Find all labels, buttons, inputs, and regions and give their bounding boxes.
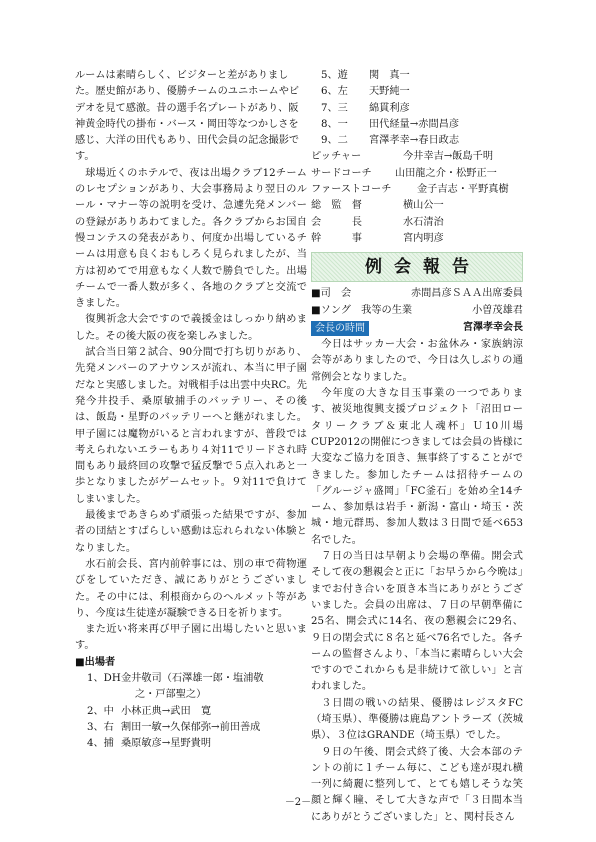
player-list-continued bbox=[311, 68, 523, 149]
staff-name: 今井幸吉→飯島千明 bbox=[403, 151, 494, 163]
player-row bbox=[311, 68, 523, 84]
right-column bbox=[311, 68, 523, 826]
paragraph: 最後まであきらめず頑張った結果ですが、参加者の団結とすばらしい感動は忘れられない体験となりました。 bbox=[75, 510, 307, 554]
players-heading: ■出場者 bbox=[75, 656, 116, 668]
paragraph: 試合当日第２試合、90分間で打ち切りがあり、先発メンバーのアナウンスが流れ、本当に甲子園だなと実感しました。対戦相手は出雲中央RC。先発今井投手、桑原敏捕手のバッテリー、その後は、飯島・星野のバッテリーへと継がれました。甲子園には魔物がいると言われますが、普段では考えられないエラーもあり４対11でリードされ時間もあり最終回の攻撃で猛反撃で５点入れあと一歩となりましたがゲームセット。９対11で負けてしまいました。 bbox=[75, 347, 307, 505]
paragraph: 復興祈念大会ですので義援金はしっかり納めました。その後大阪の夜を楽しみました。 bbox=[75, 314, 307, 342]
section-speaker: 宮澤孝幸会長 bbox=[463, 321, 523, 333]
meeting-report-banner bbox=[311, 252, 523, 282]
staff-role: サードコーチ bbox=[311, 167, 372, 179]
staff-list bbox=[311, 149, 523, 247]
player-position: 2、中 bbox=[87, 705, 114, 717]
staff-name: 水石清治 bbox=[403, 216, 444, 228]
page-number: －2－ bbox=[284, 797, 312, 808]
staff-role: 会 長 bbox=[311, 216, 362, 228]
banner-title: 例会報告 bbox=[365, 257, 481, 278]
paragraph: ルームは素晴らしく、ビジターと差がありました。歴史館があり、優勝チームのユニホームやビデオを見て感激。昔の選手名プレートがあり、阪神黄金時代の掛布・バース・岡田等なつかしさを感じ、大洋の田代もあり、田代会員の記念撮影です。 bbox=[75, 70, 300, 163]
song-label: ■ソング 我等の生業 bbox=[311, 304, 413, 316]
player-row-continued bbox=[75, 687, 307, 703]
player-names: 宮澤孝幸→春日政志 bbox=[369, 135, 460, 147]
paragraph: 水石前会長、宮内前幹事には、別の車で荷物運びをしていただき、誠にありがとうございました。その中には、利根商からのヘルメット等があり、今度は生徒達が凝験できる日を祈ります。 bbox=[75, 558, 307, 619]
staff-name: 金子吉志・平野真樹 bbox=[417, 184, 509, 196]
player-position: 7、三 bbox=[321, 102, 348, 114]
player-names: 金井敬司（石澤雄一郎・塩浦敬 bbox=[121, 672, 264, 684]
staff-name: 宮内明彦 bbox=[403, 232, 444, 244]
player-row bbox=[311, 133, 523, 149]
player-position: 1、DH bbox=[87, 672, 121, 684]
staff-name: 横山公一 bbox=[403, 200, 444, 212]
staff-row bbox=[311, 166, 523, 182]
player-row bbox=[75, 720, 307, 736]
player-row bbox=[311, 84, 523, 100]
player-position: 5、遊 bbox=[321, 70, 348, 81]
staff-role: ピッチャー bbox=[311, 151, 362, 163]
player-position: 8、一 bbox=[321, 118, 348, 130]
chair-name: 赤間昌彦ＳＡＡ出席委員 bbox=[410, 288, 523, 300]
paragraph: 今日はサッカー大会・お盆休み・家族納涼会等がありましたので、今日は久しぶりの通常例会となりました。 bbox=[311, 339, 523, 383]
left-column bbox=[75, 68, 307, 752]
player-list bbox=[75, 671, 307, 752]
paragraph: ７日の当日は早朝より会場の準備。開会式そして夜の懇親会と正に「お早うから今晩は」までお付き合いを頂き本当にありがとうございました。会員の出席は、７日の早朝準備に25名、開会式に14名、夜の懇親会に29名、９日の閉会式に８名と延べ76名でした。各チームの監督さんより、「本当に素晴らしい大会ですのでこれからも是非続けて欲しい」と言われました。 bbox=[311, 551, 523, 693]
paragraph: 球場近くのホテルで、夜は出場クラブ12チームのレセプションがあり、大会事務局より翌日のルール・マナー等の説明を受け、急遽先発メンバーの登録がありあわてました。各クラブからお国自慢コンテスの発表があり、何度か出場しているチームは用意も良くおもしろく見られましたが、当方は初めてで用意もなく人数で勝負でした。出場チームで一番人数が多く、各地のクラブと交流できました。 bbox=[75, 167, 307, 310]
staff-role: 幹 事 bbox=[311, 232, 362, 244]
staff-role: ファーストコーチ bbox=[311, 184, 392, 196]
section-tag: 会長の時間 bbox=[311, 321, 369, 336]
staff-row bbox=[311, 182, 523, 198]
player-names: 割田一敏→久保郁弥→前田善成 bbox=[121, 721, 261, 733]
player-row bbox=[75, 671, 307, 687]
player-position: 4、捕 bbox=[87, 738, 114, 750]
staff-row bbox=[311, 231, 523, 247]
player-row bbox=[311, 101, 523, 117]
staff-row bbox=[311, 198, 523, 214]
paragraph: また近い将来再び甲子園に出場したいと思います。 bbox=[75, 624, 307, 652]
player-position: 3、右 bbox=[87, 721, 114, 733]
player-names: 関 真一 bbox=[369, 70, 410, 81]
player-row bbox=[311, 117, 523, 133]
player-names: 之・戸部聖之） bbox=[135, 689, 207, 701]
paragraph: ３日間の戦いの結果、優勝はレジスタFC（埼玉県）、準優勝は鹿島アントラーズ（茨城県）、３位はGRANDE（埼玉県）でした。 bbox=[311, 697, 523, 742]
player-names: 田代経量→赤間昌彦 bbox=[369, 118, 460, 130]
paragraph: 今年度の大きな目玉事業の一つであります、被災地復興支援プロジェクト「沼田ロータリークラブ＆東北人魂杯」Ｕ10川場CUP2012の開催につきましては会員の皆様に大変なご協力を頂き、無事終了することができました。参加したチームは招待チームの「グルージャ盛岡」「FC釜石」を始め全14チーム、参加県は岩手・新潟・富山・埼玉・茨城・地元群馬、参加人数は３日間で延べ653名でした。 bbox=[311, 388, 523, 546]
chair-row bbox=[311, 286, 523, 302]
player-row bbox=[75, 704, 307, 720]
staff-row bbox=[311, 215, 523, 231]
player-names: 桑原敏彦→星野貴明 bbox=[121, 738, 212, 750]
player-names: 天野純一 bbox=[369, 86, 410, 98]
song-leader: 小曽茂雄君 bbox=[472, 304, 523, 316]
song-row bbox=[311, 303, 523, 319]
player-position: 6、左 bbox=[321, 86, 348, 98]
presidents-time-header bbox=[311, 320, 523, 336]
paragraph: ９日の午後、閉会式終了後、大会本部のテントの前に１チーム毎に、こども達が現れ横一列に綺麗に整列して、とても嬉しそうな笑顔と輝く瞳、そして大きな声で「３日間本当にありがとうございました」と、関村長さん bbox=[311, 746, 523, 823]
player-row bbox=[75, 736, 307, 752]
staff-role: 総 監 督 bbox=[311, 200, 362, 212]
player-names: 綿貫利彦 bbox=[369, 102, 410, 114]
staff-row bbox=[311, 149, 523, 165]
staff-name: 山田龍之介・松野正一 bbox=[395, 167, 497, 179]
chair-label: ■司 会 bbox=[311, 288, 352, 300]
player-position: 9、二 bbox=[321, 135, 348, 147]
player-names: 小林正典→武田 寛 bbox=[121, 705, 212, 717]
